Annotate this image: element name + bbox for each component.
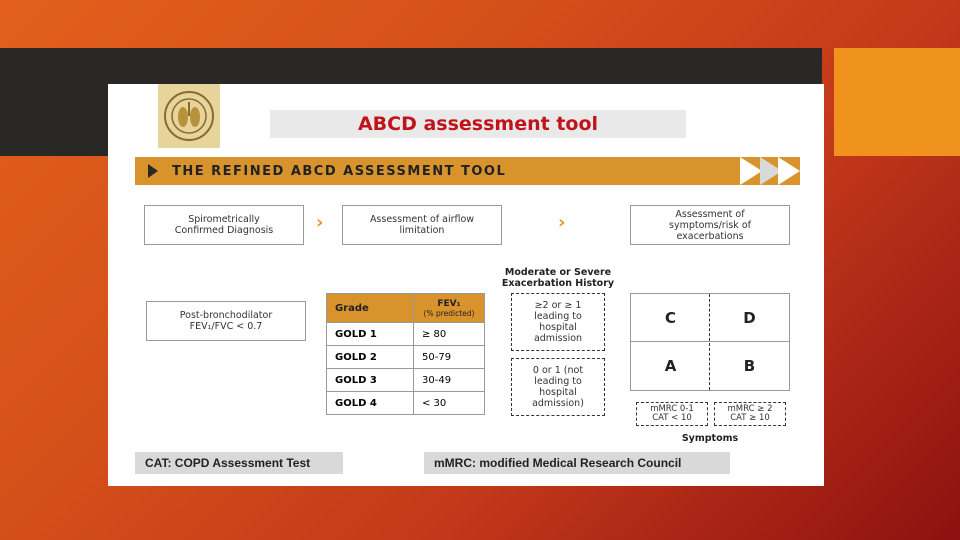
exacerbation-high-label: ≥2 or ≥ 1 leading to hospital admission [533, 300, 583, 344]
table-row [327, 323, 485, 346]
step-diagnosis [144, 205, 304, 245]
postbd-box [146, 301, 306, 341]
quadrant-c: C [664, 309, 676, 327]
banner-arrow-icon [148, 164, 158, 178]
fev-cell: 50-79 [414, 346, 485, 369]
table-row [327, 369, 485, 392]
banner-chevron-icon [740, 157, 762, 185]
symptoms-label: Symptoms [681, 433, 739, 444]
grade-cell: GOLD 2 [327, 346, 414, 369]
grade-header: Grade [327, 294, 414, 323]
grid-divider [709, 294, 710, 390]
banner-chevron-icon [778, 157, 800, 185]
fev-cell: ≥ 80 [414, 323, 485, 346]
slide-image [108, 84, 824, 486]
banner-title: THE REFINED ABCD ASSESSMENT TOOL [172, 164, 507, 179]
postbd-label: Post-bronchodilator FEV₁/FVC < 0.7 [179, 310, 273, 332]
fev-sub-label: (% predicted) [423, 308, 475, 318]
table-row [327, 346, 485, 369]
step-diagnosis-label: Spirometrically Confirmed Diagnosis [174, 214, 274, 236]
abcd-grid [630, 293, 790, 391]
exacerbation-low-label: 0 or 1 (not leading to hospital admission) [532, 365, 584, 409]
fev-header [414, 294, 485, 323]
step-airflow-label: Assessment of airflow limitation [369, 214, 475, 236]
accent-tab [834, 48, 960, 156]
table-header-row [327, 294, 485, 323]
step-symptoms [630, 205, 790, 245]
fev-header-label: FEV₁ [437, 298, 461, 309]
grade-table [326, 293, 485, 415]
step-airflow [342, 205, 502, 245]
grade-cell: GOLD 1 [327, 323, 414, 346]
footer-mmrc: mMRC: modified Medical Research Council [424, 452, 730, 474]
title-box [270, 110, 686, 138]
exacerbation-high-box [511, 293, 605, 351]
grade-cell: GOLD 4 [327, 392, 414, 415]
chevron-right-icon: › [316, 212, 324, 233]
exacerbation-low-box [511, 358, 605, 416]
slide-title: ABCD assessment tool [357, 113, 599, 135]
exacerbation-title: Moderate or Severe Exacerbation History [501, 267, 615, 289]
grid-divider [631, 341, 789, 342]
footer-cat: CAT: COPD Assessment Test [135, 452, 343, 474]
symptom-high-label: mMRC ≥ 2 CAT ≥ 10 [727, 404, 773, 423]
symptom-high-box [714, 402, 786, 426]
symptom-low-label: mMRC 0-1 CAT < 10 [650, 404, 694, 423]
quadrant-b: B [743, 357, 756, 375]
table-row [327, 392, 485, 415]
quadrant-d: D [743, 309, 756, 327]
quadrant-a: A [664, 357, 677, 375]
fev-cell: < 30 [414, 392, 485, 415]
step-symptoms-label: Assessment of symptoms/risk of exacerbations [669, 208, 751, 242]
fev-cell: 30-49 [414, 369, 485, 392]
gold-logo-icon [158, 84, 220, 148]
chevron-right-icon: › [558, 212, 566, 233]
symptom-low-box [636, 402, 708, 426]
grade-cell: GOLD 3 [327, 369, 414, 392]
